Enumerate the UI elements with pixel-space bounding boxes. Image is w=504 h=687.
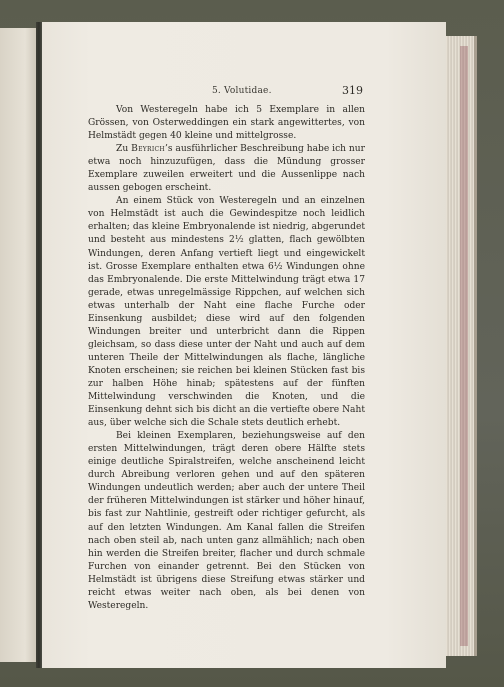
left-page-edge: [0, 28, 36, 662]
paragraph-text: An einem Stück von Westeregeln und an einzelnen von Helmstädt ist auch die Gewindespitze noch leidlich erhalten; das kleine Embryonalende ist niedrig, abgerundet und besteht aus mindestens 2½ glatten, flach gewölbten Windungen, deren Anfang vertieft liegt und eingewickelt ist. Grosse Exemplare enthalten etwa 6½ Windungen ohne das Embryonalende. Die erste Mittelwindung trägt etwa 17 gerade, etwas unregelmässige Rippchen, auf welchen sich etwas unterhalb der Naht eine flache Furche oder Einsenkung ausbildet; diese wird auf den folgenden Windungen breiter und unterbricht dann die Rippen gleichsam, so dass diese unter der Naht und auch auf dem unteren Theile der Mittelwindungen als flache, längliche Knoten erscheinen; sie reichen bei kleinen Stücken fast bis zur halben Höhe hinab; spätestens auf der fünften Mittelwindung verschwinden die Knoten, und die Einsenkung dehnt sich bis dicht an die vertiefte obere Naht aus, über welche sich die Schale stets deutlich erhebt.: [88, 196, 365, 429]
paragraph: [88, 195, 365, 430]
paragraph: [88, 430, 365, 613]
section-title: 5. Volutidae.: [212, 86, 272, 96]
paragraph-text-end: ’s ausführlicher Beschreibung habe ich nur etwa noch hinzuzufügen, dass die Mündung grosser Exemplare zuweilen erweitert und die Aussenlippe nach aussen gebogen erscheint.: [88, 144, 365, 194]
page-block-edges: [446, 36, 477, 656]
page-number: 319: [342, 84, 363, 97]
body-text: [88, 104, 365, 613]
author-name: Beyrich: [131, 144, 165, 155]
paragraph-text-start: Zu: [116, 144, 132, 155]
running-head: [42, 86, 446, 102]
paragraph-text: Bei kleinen Exemplaren, beziehungsweise auf den ersten Mittelwindungen, trägt deren obere Hälfte stets einige deutliche Spiralstreifen, welche anscheinend leicht durch Abreibung verloren gehen und auf den späteren Windungen undeutlich werden; aber auch der untere Theil der früheren Mittelwindungen ist stärker und höher hinauf, bis fast zur Nahtlinie, gestreift oder richtiger gefurcht, als auf den letzten Windungen. Am Kanal fallen die Streifen nach oben steil ab, nach unten ganz allmählich; nach oben hin werden die Streifen breiter, flacher und durch schmale Furchen von einander getrennt. Bei den Stücken von Helmstädt ist übrigens diese Streifung etwas stärker und reicht etwas weiter nach oben, als bei denen von Westeregeln.: [88, 431, 365, 611]
paragraph: [88, 143, 365, 195]
paragraph: [88, 104, 365, 143]
paragraph-text: Von Westeregeln habe ich 5 Exemplare in allen Grössen, von Osterweddingen ein stark angewittertes, von Helmstädt gegen 40 kleine und mittelgrosse.: [88, 105, 365, 142]
